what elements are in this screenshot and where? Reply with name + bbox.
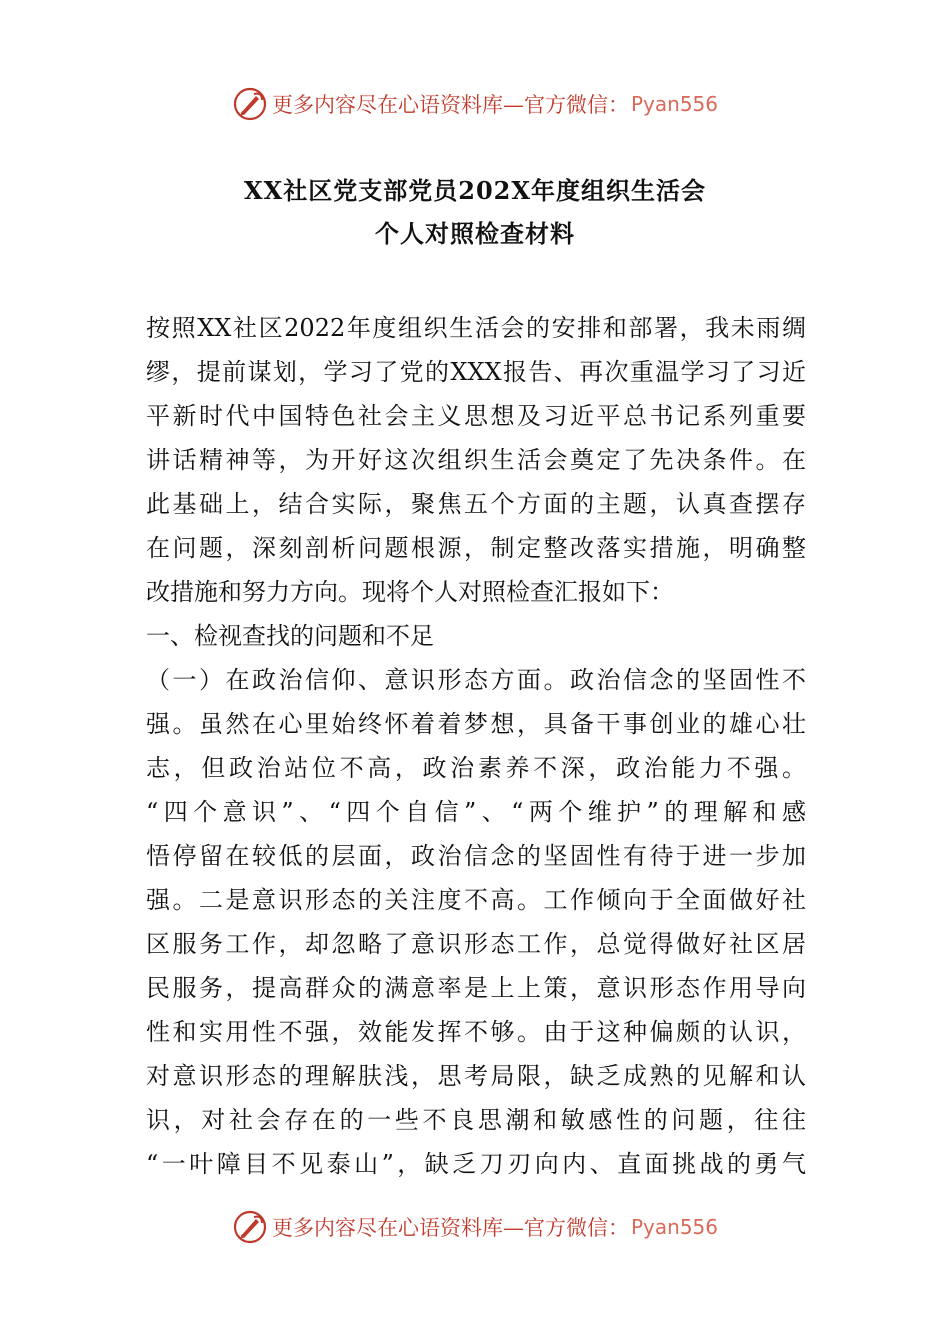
watermark-banner-top <box>0 84 950 124</box>
text-line: 性和实用性不强，效能发挥不够。由于这种偏颇的认识， <box>146 1018 806 1046</box>
watermark-brand: 更多内容尽在心语资料库 <box>271 93 503 117</box>
text-line: 改措施和努力方向。现将个人对照检查汇报如下： <box>146 578 674 606</box>
text-line: 平新时代中国特色社会主义思想及习近平总书记系列重要 <box>146 402 806 430</box>
watermark-separator: —官方微信： <box>502 1216 629 1240</box>
text-line: 悟停留在较低的层面，政治信念的坚固性有待于进一步加 <box>146 842 806 870</box>
text-line: 识，对社会存在的一些不良思潮和敏感性的问题，往往 <box>146 1106 806 1134</box>
text-line: 按照XX社区2022年度组织生活会的安排和部署，我未雨绸 <box>146 314 806 342</box>
text-line: 缪，提前谋划，学习了党的XXX报告、再次重温学习了习近 <box>146 358 806 386</box>
text-line: “一叶障目不见泰山”，缺乏刀刃向内、直面挑战的勇气 <box>146 1150 806 1178</box>
watermark-wechat-id: Pyan556 <box>630 92 718 116</box>
text-line: 志，但政治站位不高，政治素养不深，政治能力不强。 <box>146 754 806 782</box>
text-line: 强。二是意识形态的关注度不高。工作倾向于全面做好社 <box>146 886 806 914</box>
watermark-brand: 更多内容尽在心语资料库 <box>271 1216 503 1240</box>
text-line: 此基础上，结合实际，聚焦五个方面的主题，认真查摆存 <box>146 490 806 518</box>
watermark-separator: —官方微信： <box>502 93 629 117</box>
text-line: 区服务工作，却忽略了意识形态工作，总觉得做好社区居 <box>146 930 806 958</box>
pen-quill-icon <box>232 1209 268 1245</box>
text-line: （一）在政治信仰、意识形态方面。政治信念的坚固性不 <box>146 666 806 694</box>
watermark-wechat-id: Pyan556 <box>630 1215 718 1239</box>
text-line: “四个意识”、“四个自信”、“两个维护”的理解和感 <box>146 798 806 826</box>
pen-quill-icon <box>232 86 268 122</box>
section-heading: 一、检视查找的问题和不足 <box>146 622 434 650</box>
text-line: 在问题，深刻剖析问题根源，制定整改落实措施，明确整 <box>146 534 806 562</box>
text-line: 讲话精神等，为开好这次组织生活会奠定了先决条件。在 <box>146 446 806 474</box>
watermark-banner-bottom <box>0 1207 950 1247</box>
document-subtitle: 个人对照检查材料 <box>375 219 575 248</box>
text-line: 强。虽然在心里始终怀着着梦想，具备干事创业的雄心壮 <box>146 710 806 738</box>
document-title: XX社区党支部党员202X年度组织生活会 <box>244 176 706 205</box>
document-body <box>146 306 806 1186</box>
text-line: 民服务，提高群众的满意率是上上策，意识形态作用导向 <box>146 974 806 1002</box>
text-line: 对意识形态的理解肤浅，思考局限，缺乏成熟的见解和认 <box>146 1062 806 1090</box>
